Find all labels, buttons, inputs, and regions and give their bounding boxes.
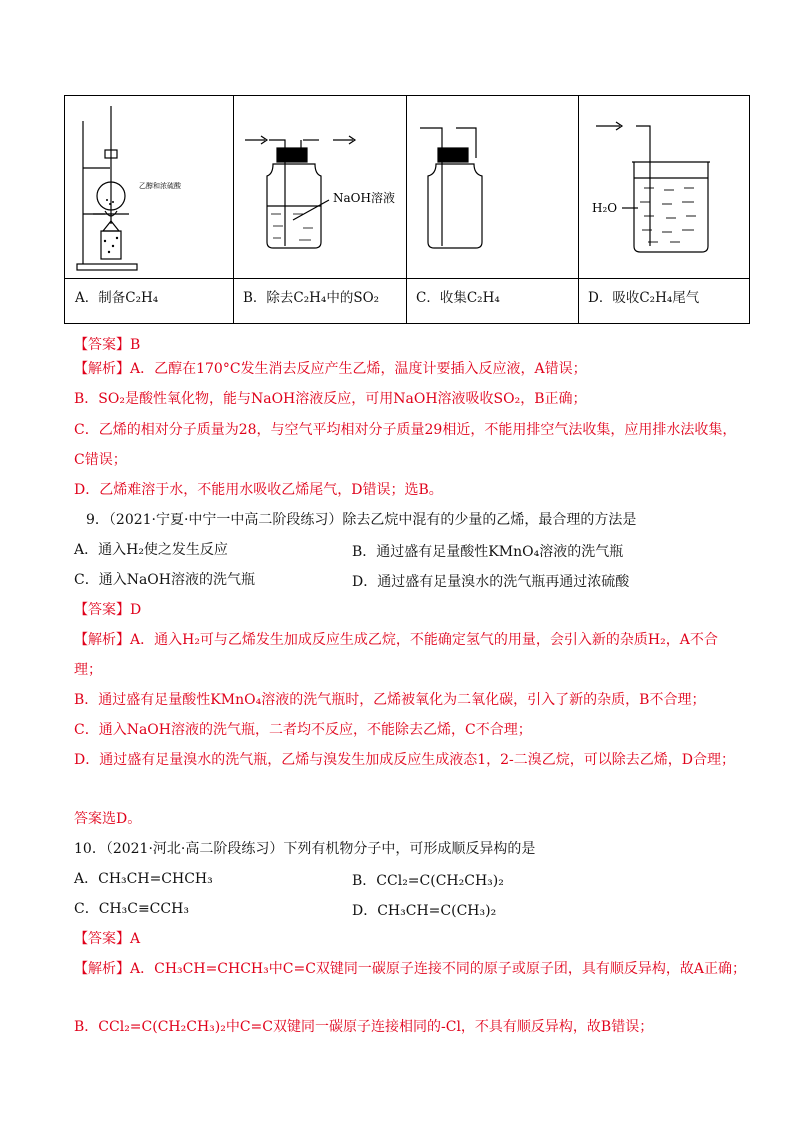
- q9-analysis-b: B．通过盛有足量酸性KMnO₄溶液的洗气瓶时，乙烯被氧化为二氧化碳，引入了新的杂质，B不合理；: [74, 692, 706, 708]
- q9-option-d: D．通过盛有足量溴水的洗气瓶再通过浓硫酸: [352, 574, 630, 590]
- table-divider: [65, 278, 749, 279]
- apparatus-c-figure: [406, 96, 578, 278]
- apparatus-table: [64, 95, 750, 324]
- q8-answer: 【答案】B: [74, 337, 141, 353]
- q9-analysis-a: 【解析】A．通入H₂可与乙烯发生加成反应生成乙烷，不能确定氢气的用量，会引入新的杂质H₂，A不合: [74, 632, 718, 648]
- flask-label: 乙醇和浓硫酸: [139, 182, 181, 190]
- q9-answer: 【答案】D: [74, 602, 142, 618]
- caption-b: B．除去C₂H₄中的SO₂: [243, 290, 380, 306]
- caption-a: A．制备C₂H₄: [75, 290, 159, 306]
- q9-final-answer: 答案选D。: [74, 811, 142, 827]
- q8-analysis-b: B．SO₂是酸性氧化物，能与NaOH溶液反应，可用NaOH溶液吸收SO₂，B正确；: [74, 391, 587, 407]
- q9-stem: 9．（2021·宁夏·中宁一中高二阶段练习）除去乙烷中混有的少量的乙烯，最合理的方法是: [86, 512, 637, 528]
- apparatus-a-figure: [65, 96, 233, 278]
- q10-option-b: B．CCl₂=C(CH₂CH₃)₂: [352, 873, 504, 889]
- q8-analysis-c: C．乙烯的相对分子质量为28，与空气平均相对分子质量29相近，不能用排空气法收集，应用排水法收集，: [74, 422, 737, 438]
- q9-option-c: C．通入NaOH溶液的洗气瓶: [74, 572, 255, 588]
- q10-option-c: C．CH₃C≡CCH₃: [74, 901, 189, 917]
- q8-analysis-d: D．乙烯难溶于水，不能用水吸收乙烯尾气，D错误；选B。: [74, 482, 443, 498]
- q10-option-d: D．CH₃CH=C(CH₃)₂: [352, 903, 497, 919]
- q9-option-a: A．通入H₂使之发生反应: [74, 542, 228, 558]
- q8-analysis-c-cont: C错误；: [74, 452, 127, 468]
- caption-d: D．吸收C₂H₄尾气: [588, 290, 700, 306]
- q10-stem: 10．（2021·河北·高二阶段练习）下列有机物分子中，可形成顺反异构的是: [74, 841, 536, 857]
- apparatus-b-figure: [233, 96, 406, 278]
- h2o-label: H₂O: [592, 201, 618, 215]
- q9-analysis-a-cont: 理；: [74, 662, 102, 678]
- q10-option-a: A．CH₃CH=CHCH₃: [74, 871, 213, 887]
- apparatus-d-figure: [578, 96, 751, 278]
- caption-c: C．收集C₂H₄: [416, 290, 500, 306]
- q9-analysis-c: C．通入NaOH溶液的洗气瓶，二者均不反应，不能除去乙烯，C不合理；: [74, 722, 532, 738]
- q9-option-b: B．通过盛有足量酸性KMnO₄溶液的洗气瓶: [352, 544, 624, 560]
- q10-analysis-b: B．CCl₂=C(CH₂CH₃)₂中C=C双键同一碳原子连接相同的-Cl，不具有顺反异构，故B错误；: [74, 1019, 654, 1035]
- q10-analysis-a: 【解析】A．CH₃CH=CHCH₃中C=C双键同一碳原子连接不同的原子或原子团，具有顺反异构，故A正确；: [74, 961, 747, 977]
- q9-analysis-d: D．通过盛有足量溴水的洗气瓶，乙烯与溴发生加成反应生成液态1，2-二溴乙烷，可以除去乙烯，D合理；: [74, 752, 735, 768]
- naoh-label: NaOH溶液: [333, 191, 395, 205]
- q10-answer: 【答案】A: [74, 931, 141, 947]
- q8-analysis-a: 【解析】A．乙醇在170°C发生消去反应产生乙烯，温度计要插入反应液，A错误；: [74, 361, 587, 377]
